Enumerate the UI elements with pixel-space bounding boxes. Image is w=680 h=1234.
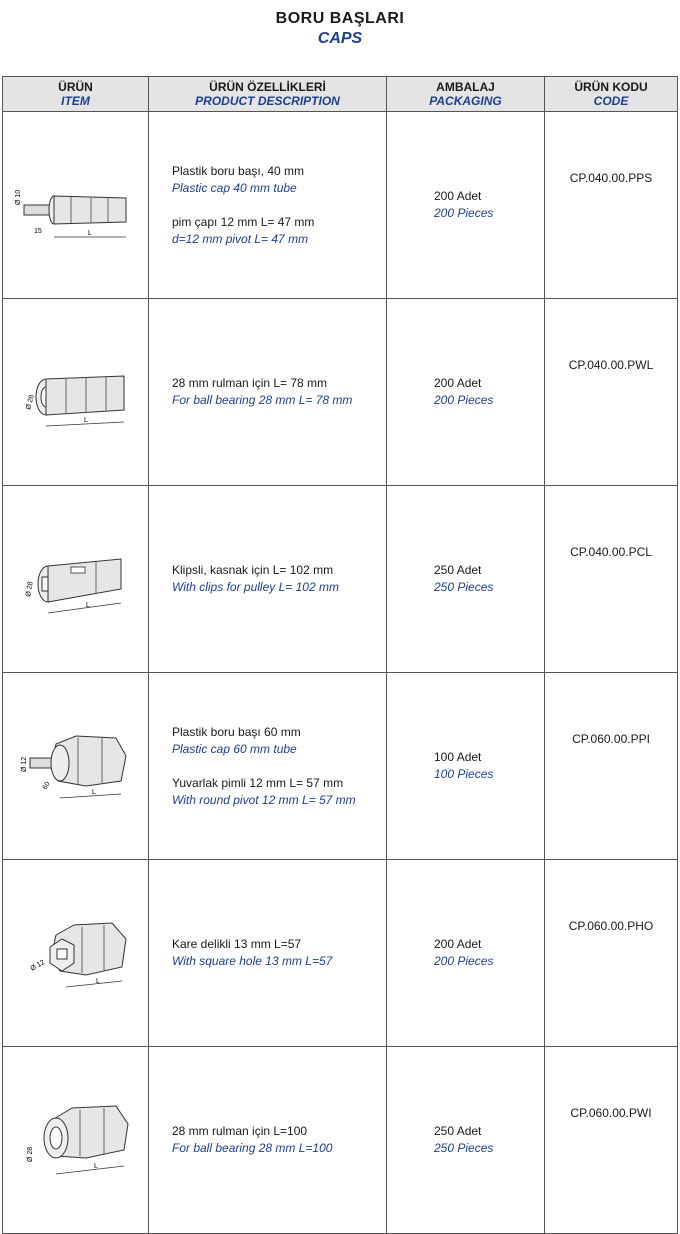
table-row [3, 112, 678, 299]
packaging-cell: 250 Adet 250 Pieces [387, 486, 545, 673]
dim-second: 15 [33, 228, 42, 235]
item-drawing-cell [3, 486, 149, 673]
dim-length: L [95, 978, 100, 985]
header-description: ÜRÜN ÖZELLİKLERİ PRODUCT DESCRIPTION [149, 77, 387, 112]
cap-40mm-clips-drawing [16, 539, 136, 619]
product-code: CP.040.00.PPS [545, 112, 678, 299]
description-cell: Plastik boru başı, 40 mm Plastic cap 40 mm tube pim çapı 12 mm L= 47 mm d=12 mm pivot L= 47 mm [149, 112, 387, 299]
item-drawing-cell [3, 299, 149, 486]
item-drawing-cell [3, 112, 149, 299]
table-row [3, 299, 678, 486]
cap-40mm-ball-bearing-drawing [16, 352, 136, 432]
header-code: ÜRÜN KODU CODE [545, 77, 678, 112]
item-drawing-cell [3, 860, 149, 1047]
packaging-cell: 200 Adet 200 Pieces [387, 112, 545, 299]
title-tr: BORU BAŞLARI [275, 10, 405, 27]
table-row [3, 673, 678, 860]
description-cell: 28 mm rulman için L=100 For ball bearing 28 mm L=100 [149, 1047, 387, 1234]
header-packaging: AMBALAJ PACKAGING [387, 77, 545, 112]
packaging-cell: 250 Adet 250 Pieces [387, 1047, 545, 1234]
description-cell: Klipsli, kasnak için L= 102 mm With clips for pulley L= 102 mm [149, 486, 387, 673]
table-row [3, 486, 678, 673]
header-item: ÜRÜN ITEM [3, 77, 149, 112]
dim-diameter: Ø 28 [24, 581, 35, 598]
product-code: CP.040.00.PWL [545, 299, 678, 486]
dim-length: L [93, 1163, 98, 1170]
dim-length: L [83, 417, 88, 424]
page-title [0, 10, 680, 48]
dim-diameter: Ø 12 [29, 959, 46, 973]
table-row [3, 1047, 678, 1234]
cap-60mm-ball-bearing-drawing [16, 1100, 136, 1180]
caps-table [2, 76, 678, 1234]
description-cell: 28 mm rulman için L= 78 mm For ball bearing 28 mm L= 78 mm [149, 299, 387, 486]
dim-diameter: Ø 12 [20, 756, 28, 772]
description-cell: Plastik boru başı 60 mm Plastic cap 60 mm tube Yuvarlak pimli 12 mm L= 57 mm With round pivot 12 mm L= 57 mm [149, 673, 387, 860]
cap-40mm-pin-drawing [16, 165, 136, 245]
dim-diameter: Ø 10 [14, 189, 22, 205]
dim-diameter: Ø 28 [26, 1146, 34, 1162]
packaging-cell: 200 Adet 200 Pieces [387, 299, 545, 486]
cap-60mm-square-hole-drawing [16, 913, 136, 993]
dim-second: 60 [41, 780, 52, 791]
cap-60mm-round-pivot-drawing [16, 726, 136, 806]
title-en: CAPS [317, 30, 363, 47]
dim-length: L [87, 230, 92, 237]
product-code: CP.040.00.PCL [545, 486, 678, 673]
dim-length: L [91, 789, 96, 796]
product-code: CP.060.00.PWI [545, 1047, 678, 1234]
packaging-cell: 200 Adet 200 Pieces [387, 860, 545, 1047]
item-drawing-cell [3, 673, 149, 860]
table-row [3, 860, 678, 1047]
product-code: CP.060.00.PHO [545, 860, 678, 1047]
header-row [3, 77, 678, 112]
product-code: CP.060.00.PPI [545, 673, 678, 860]
dim-diameter: Ø 28 [24, 394, 36, 411]
packaging-cell: 100 Adet 100 Pieces [387, 673, 545, 860]
description-cell: Kare delikli 13 mm L=57 With square hole 13 mm L=57 [149, 860, 387, 1047]
item-drawing-cell [3, 1047, 149, 1234]
dim-length: L [85, 602, 90, 609]
